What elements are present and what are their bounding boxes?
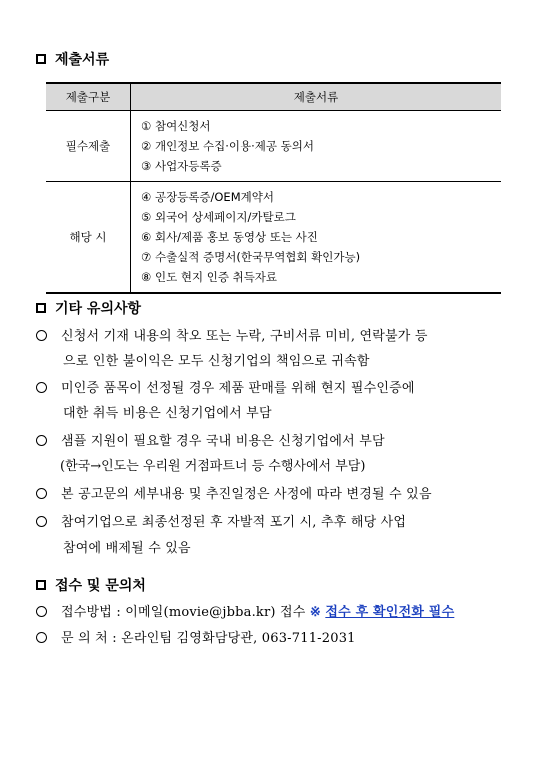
circle-bullet-icon — [36, 330, 47, 341]
circle-bullet-icon — [36, 382, 47, 393]
note-line: 으로 인한 불이익은 모두 신청기업의 책임으로 귀속함 — [63, 354, 370, 369]
section-title: 접수 및 문의처 — [55, 578, 146, 594]
section-heading-documents — [36, 49, 109, 69]
circle-bullet-icon — [36, 488, 47, 499]
circle-bullet-icon — [36, 516, 47, 527]
submission-method-line — [61, 601, 454, 620]
confirm-call-notice: 접수 후 확인전화 필수 — [325, 605, 455, 620]
section-title: 제출서류 — [55, 52, 110, 68]
list-item: ② 개인정보 수집·이용·제공 동의서 — [141, 139, 315, 153]
list-item: ① 참여신청서 — [141, 119, 211, 133]
section-heading-notes — [36, 298, 141, 318]
square-bullet-icon — [36, 580, 46, 590]
column-header-category: 제출구분 — [46, 83, 131, 111]
note-line: 대한 취득 비용은 신청기업에서 부담 — [63, 406, 272, 421]
note-line: 참여에 배제될 수 있음 — [63, 541, 191, 556]
section-heading-contact — [36, 575, 146, 595]
note-line: (한국→인도는 우리원 거점파트너 등 수행사에서 부담) — [60, 459, 366, 474]
note-line: 본 공고문의 세부내용 및 추진일정은 사정에 따라 변경될 수 있음 — [61, 487, 432, 502]
reference-mark-icon: ※ — [309, 605, 321, 620]
note-line: 미인증 품목이 선정될 경우 제품 판매를 위해 현지 필수인증에 — [61, 381, 415, 396]
note-line: 참여기업으로 최종선정된 후 자발적 포기 시, 추후 해당 사업 — [61, 515, 407, 530]
items-cell — [131, 111, 502, 182]
submission-method-text: 접수방법 : 이메일(movie@jbba.kr) 접수 — [61, 605, 306, 620]
category-cell: 해당 시 — [46, 182, 131, 294]
list-item: ⑧ 인도 현지 인증 취득자료 — [141, 270, 278, 284]
contact-line: 문 의 처 : 온라인팀 김영화담당관, 063-711-2031 — [61, 631, 356, 646]
list-item: ④ 공장등록증/OEM계약서 — [141, 190, 274, 204]
circle-bullet-icon — [36, 632, 47, 643]
documents-table — [46, 82, 501, 294]
table-row — [46, 111, 501, 182]
column-header-documents: 제출서류 — [131, 83, 502, 111]
list-item: ⑥ 회사/제품 홍보 동영상 또는 사진 — [141, 230, 318, 244]
list-item: ③ 사업자등록증 — [141, 159, 222, 173]
square-bullet-icon — [36, 303, 46, 313]
square-bullet-icon — [36, 54, 46, 64]
list-item: ⑦ 수출실적 증명서(한국무역협회 확인가능) — [141, 250, 361, 264]
note-line: 신청서 기재 내용의 착오 또는 누락, 구비서류 미비, 연락불가 등 — [61, 329, 428, 344]
table-header-row — [46, 83, 501, 111]
table-row — [46, 182, 501, 294]
items-cell — [131, 182, 502, 294]
circle-bullet-icon — [36, 435, 47, 446]
category-cell: 필수제출 — [46, 111, 131, 182]
note-line: 샘플 지원이 필요할 경우 국내 비용은 신청기업에서 부담 — [61, 434, 385, 449]
circle-bullet-icon — [36, 606, 47, 617]
section-title: 기타 유의사항 — [55, 301, 142, 317]
list-item: ⑤ 외국어 상세페이지/카탈로그 — [141, 210, 296, 224]
